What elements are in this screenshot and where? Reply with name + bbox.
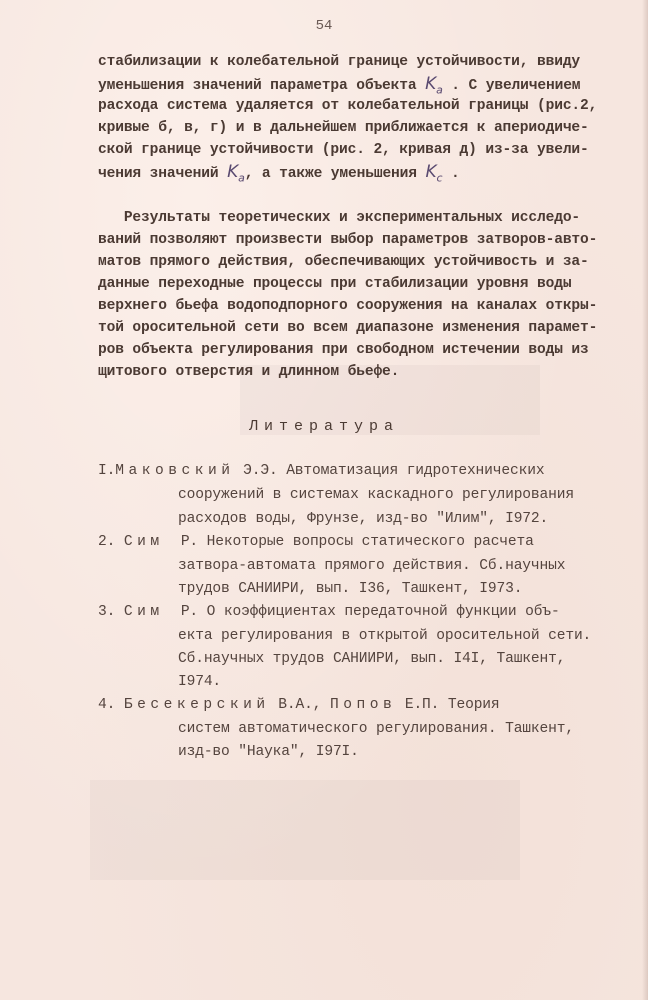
text-line — [98, 460, 544, 482]
text-line: ской границе устойчивости (рис. 2, кривая д) из-за увели- — [98, 142, 589, 158]
text-line: систем автоматического регулирования. Ташкент, — [178, 721, 574, 737]
symbol-subscript: a — [238, 171, 245, 185]
text-line: стабилизации к колебательной границе устойчивости, ввиду — [98, 54, 581, 70]
symbol-letter: K — [425, 74, 437, 94]
text-fragment: уменьшения значений параметра объекта — [98, 78, 417, 94]
text-fragment: Е.П. Теория — [396, 697, 500, 713]
text-line: той оросительной сети во всем диапазоне изменения парамет- — [98, 320, 598, 336]
text-line: щитового отверстия и длинном бьефе. — [98, 364, 400, 380]
symbol-subscript: a — [436, 83, 443, 97]
text-fragment: Р. О коэффициентах передаточной функции объ- — [163, 604, 560, 620]
text-line — [98, 161, 460, 189]
text-line: I974. — [178, 674, 222, 690]
text-line — [98, 531, 534, 553]
text-line: ров объекта регулирования при свободном истечении воды из — [98, 342, 589, 358]
reference-number: 4. — [98, 697, 116, 713]
reference-author: Сим — [123, 604, 164, 620]
text-fragment: В.А., — [269, 697, 330, 713]
symbol-ka — [227, 162, 245, 185]
page-edge-shadow — [642, 0, 648, 1000]
text-line: Результаты теоретических и экспериментальных исследо- — [98, 210, 581, 226]
text-line: расходов воды, Фрунзе, изд-во "Илим", I972. — [178, 511, 549, 527]
text-line: кривые б, в, г) и в дальнейшем приближается к апериодиче- — [98, 120, 589, 136]
reference-author: Маковский — [115, 463, 235, 479]
reference-author-2: Попов — [329, 697, 397, 713]
text-line: изд-во "Наука", I97I. — [178, 744, 359, 760]
reference-number: 2. — [98, 534, 116, 550]
literature-heading: Литература — [248, 418, 399, 435]
text-fragment: чения значений — [98, 166, 219, 182]
text-line — [98, 694, 500, 716]
text-line: затвора-автомата прямого действия. Сб.научных — [178, 558, 566, 574]
symbol-letter: K — [425, 162, 437, 182]
text-line: трудов САНИИРИ, вып. I36, Ташкент, I973. — [178, 581, 523, 597]
text-fragment: . — [451, 166, 460, 182]
reference-number: I. — [98, 463, 116, 479]
text-line: матов прямого действия, обеспечивающих устойчивость и за- — [98, 254, 589, 270]
text-fragment: Э.Э. Автоматизация гидротехнических — [234, 463, 545, 479]
reference-author: Сим — [123, 534, 164, 550]
text-fragment: Р. Некоторые вопросы статического расчета — [163, 534, 534, 550]
text-line: Сб.научных трудов САНИИРИ, вып. I4I, Ташкент, — [178, 651, 566, 667]
text-fragment: , а также уменьшения — [244, 166, 417, 182]
reference-number: 3. — [98, 604, 116, 620]
text-line: расхода система удаляется от колебательной границы (рис.2, — [98, 98, 598, 114]
text-line: верхнего бьефа водоподпорного сооружения на каналах откры- — [98, 298, 598, 314]
text-line: сооружений в системах каскадного регулирования — [178, 487, 574, 503]
symbol-ka — [425, 74, 443, 97]
symbol-subscript: c — [436, 171, 443, 185]
text-line: данные переходные процессы при стабилизации уровня воды — [98, 276, 572, 292]
symbol-kc — [425, 162, 443, 185]
reference-author: Бесекерский — [123, 697, 270, 713]
text-line — [98, 601, 560, 623]
bleed-through-text — [90, 780, 520, 880]
text-fragment: . С увеличением — [451, 78, 581, 94]
page-number: 54 — [315, 18, 333, 34]
symbol-letter: K — [227, 162, 239, 182]
text-line: ваний позволяют произвести выбор параметров затворов-авто- — [98, 232, 598, 248]
text-line: екта регулирования в открытой оросительной сети. — [178, 628, 592, 644]
